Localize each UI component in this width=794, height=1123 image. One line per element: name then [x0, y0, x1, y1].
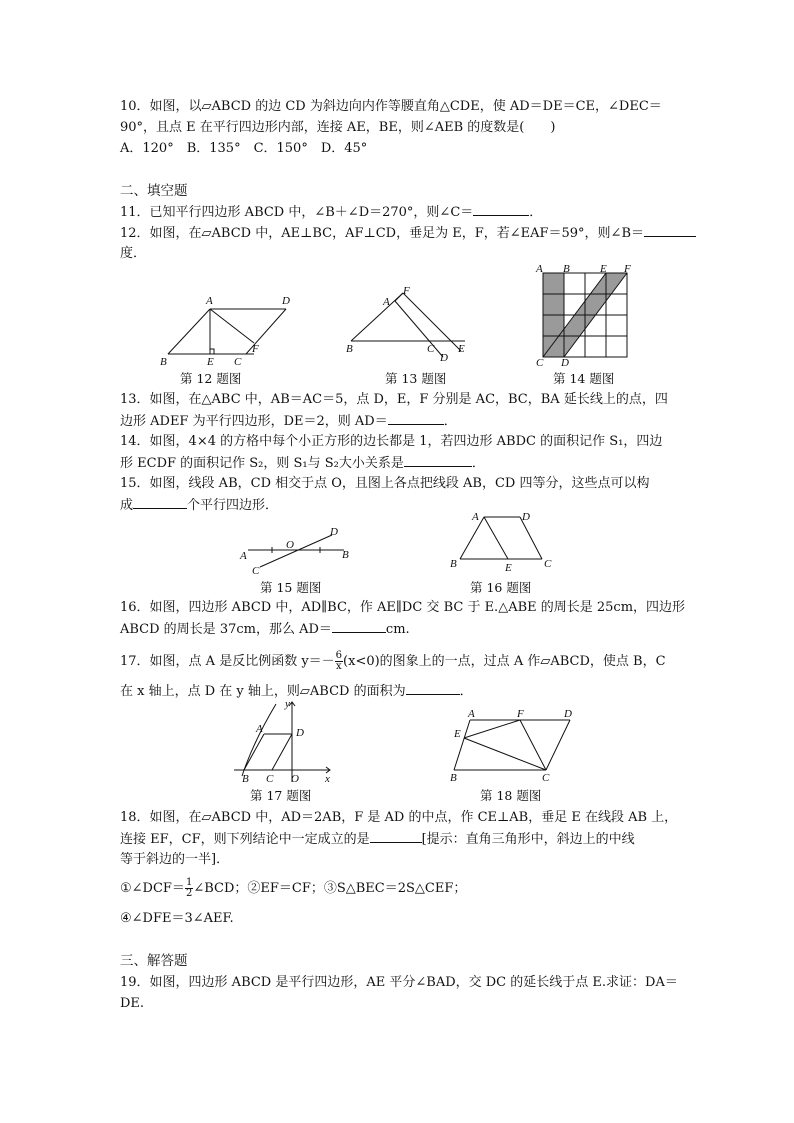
- fig17-label-x: x: [325, 773, 330, 785]
- q18-line3: 等于斜边的一半]．: [120, 852, 230, 867]
- fig18-label-D: D: [564, 708, 572, 720]
- fig13-label-D: D: [440, 352, 448, 364]
- fig16-caption: 第 16 题图: [470, 580, 532, 595]
- fig16-label-B: B: [450, 558, 457, 570]
- fig17-label-O: O: [291, 773, 299, 785]
- q10-line1: 10．如图，以▱ABCD 的边 CD 为斜边向内作等腰直角△CDE，使 AD＝DE＝CE，∠DEC＝: [120, 99, 662, 114]
- fig16-label-D: D: [522, 511, 530, 523]
- q17-line2: 在 x 轴上，点 D 在 y 轴上，则▱ABCD 的面积为 ．: [120, 684, 473, 699]
- fig18-label-A: A: [468, 708, 475, 720]
- q17-line1: 17．如图，点 A 是反比例函数 y＝－ $\frac{6}{x}$ (x<0)的图象上的一点，过点 A 作▱ABCD，使点 B，C: [120, 650, 666, 672]
- q10-line2: 90°，且点 E 在平行四边形内部，连接 AE，BE，则∠AEB 的度数是( ): [120, 120, 556, 135]
- fig12-caption: 第 12 题图: [180, 371, 242, 386]
- fig14-label-F: F: [624, 263, 631, 275]
- fig17-label-D: D: [296, 727, 304, 739]
- fig14-label-D: D: [561, 357, 569, 369]
- q12-line1: 12．如图，在▱ABCD 中，AE⊥BC，AF⊥CD，垂足为 E，F，若∠EAF＝59°，则∠B＝: [120, 224, 696, 242]
- q19-line1: 19．如图，四边形 ABCD 是平行四边形，AE 平分∠BAD，交 DC 的延长线于点 E.求证：DA＝: [120, 975, 678, 990]
- fig16-label-A: A: [472, 511, 479, 523]
- fig14-label-B: B: [563, 263, 570, 275]
- fig18-label-B: B: [450, 772, 457, 784]
- figure-16: [448, 507, 558, 577]
- fig15-label-B: B: [342, 549, 349, 561]
- fig14-label-A: A: [536, 263, 543, 275]
- q15-line1: 15．如图，线段 AB，CD 相交于点 O，且图上各点把线段 AB，CD 四等分，这些点可以构: [120, 476, 650, 491]
- fig12-label-A: A: [206, 295, 213, 307]
- fraction-one-half: $\frac{1}{2}$: [185, 877, 193, 899]
- q11: 11．已知平行四边形 ABCD 中，∠B＋∠D＝270°，则∠C＝ ．: [120, 205, 543, 220]
- fig13-label-A: A: [383, 296, 390, 308]
- fig12-label-D: D: [282, 295, 290, 307]
- fig18-label-C: C: [542, 772, 550, 784]
- fig14-label-E: E: [600, 263, 607, 275]
- figure-17: [230, 698, 340, 784]
- q14-line2: 形 ECDF 的面积记作 S₂，则 S₁与 S₂大小关系是 ．: [120, 456, 485, 471]
- fig12-label-F: F: [252, 343, 259, 355]
- fig13-label-C: C: [427, 343, 435, 355]
- fig18-label-E: E: [454, 728, 461, 740]
- figure-18: [448, 706, 583, 786]
- fig12-label-B: B: [160, 356, 167, 368]
- q12-line2: 度．: [120, 246, 147, 261]
- fig17-label-B: B: [242, 773, 249, 785]
- q18-line2: 连接 EF，CF，则下列结论中一定成立的是 [提示：直角三角形中，斜边上的中线: [120, 832, 635, 847]
- fig13-label-B: B: [346, 343, 353, 355]
- fig17-caption: 第 17 题图: [250, 788, 312, 803]
- section-title-answer: 三、解答题: [120, 953, 188, 969]
- fig13-caption: 第 13 题图: [385, 371, 447, 386]
- figure-15: [238, 524, 358, 576]
- fig15-label-D: D: [330, 526, 338, 538]
- q16-line2: ABCD 的周长是 37cm，那么 AD＝ cm.: [120, 622, 410, 637]
- q13-line1: 13．如图，在△ABC 中，AB＝AC＝5，点 D，E，F 分别是 AC，BC，BA 延长线上的点，四: [120, 392, 668, 407]
- fig16-label-E: E: [505, 562, 512, 574]
- fraction-6-over-x: $\frac{6}{x}$: [335, 650, 343, 672]
- fig15-label-C: C: [252, 565, 260, 577]
- fig17-label-y: y: [285, 698, 290, 710]
- q10-options: A．120° B．135° C．150° D．45°: [120, 141, 368, 156]
- fig12-label-E: E: [207, 356, 214, 368]
- fig13-label-E: E: [458, 343, 465, 355]
- figure-13: [343, 285, 478, 365]
- q18-options-1: ①∠DCF＝ $\frac{1}{2}$ ∠BCD；②EF＝CF；③S△BEC＝2S△CEF；: [120, 877, 467, 899]
- fig17-label-C: C: [266, 773, 274, 785]
- fig16-label-C: C: [544, 558, 552, 570]
- fig15-label-O: O: [286, 539, 294, 551]
- fig18-label-F: F: [517, 708, 524, 720]
- fig17-label-A: A: [256, 723, 263, 735]
- fig15-label-A: A: [240, 550, 247, 562]
- q19-line2: DE.: [120, 996, 145, 1011]
- fig14-label-C: C: [536, 357, 544, 369]
- fig13-label-F: F: [403, 285, 410, 297]
- q18-options-2: ④∠DFE＝3∠AEF.: [120, 911, 234, 926]
- fig18-caption: 第 18 题图: [480, 788, 542, 803]
- fig14-caption: 第 14 题图: [553, 371, 615, 386]
- q15-line2: 成 个平行四边形．: [120, 498, 279, 513]
- q16-line1: 16．如图，四边形 ABCD 中，AD∥BC，作 AE∥DC 交 BC 于 E.△ABE 的周长是 25cm，四边形: [120, 600, 686, 615]
- fig12-label-C: C: [234, 356, 242, 368]
- section-title-fill: 二、填空题: [120, 183, 188, 199]
- q18-line1: 18．如图，在▱ABCD 中，AD＝2AB，F 是 AD 的中点，作 CE⊥AB，垂足 E 在线段 AB 上，: [120, 810, 678, 825]
- q14-line1: 14．如图，4×4 的方格中每个小正方形的边长都是 1，若四边形 ABDC 的面积记作 S₁，四边: [120, 434, 663, 449]
- figure-14: [533, 263, 633, 367]
- q13-line2: 边形 ADEF 为平行四边形，DE＝2，则 AD＝ ．: [120, 414, 457, 429]
- fig15-caption: 第 15 题图: [260, 580, 322, 595]
- figure-12: [158, 292, 290, 368]
